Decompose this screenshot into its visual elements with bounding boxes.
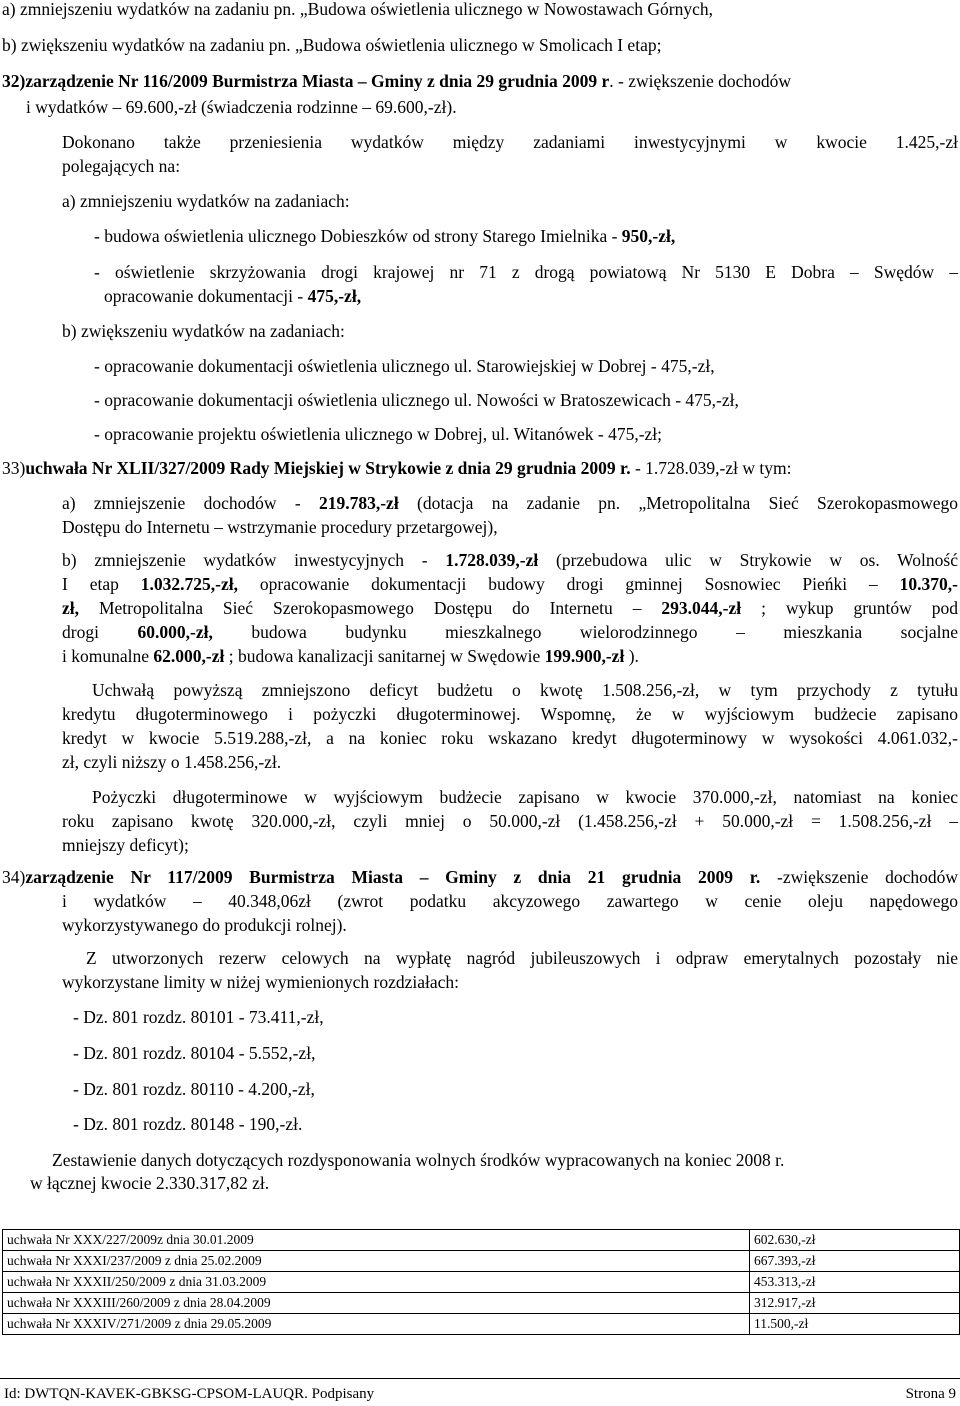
text-line: a) zmniejszeniu wydatków na zadaniu pn. „Budowa oświetlenia ulicznego w Nowostawach Górnych, <box>2 0 713 19</box>
list-item: - Dz. 801 rozdz. 80101 - 73.411,-zł, <box>73 1007 324 1027</box>
text-line <box>62 621 958 643</box>
text-span: ). <box>624 646 639 666</box>
text-span: opracowanie dokumentacji - <box>104 286 308 306</box>
text-span: (dotacja na zadanie pn. „Metropolitalna Sieć Szerokopasmowego <box>398 493 958 513</box>
section-number: 34) <box>2 867 26 887</box>
text-line: zł, czyli niższy o 1.458.256,-zł. <box>62 752 282 772</box>
table-cell-label: uchwała Nr XXX/227/2009z dnia 30.01.2009 <box>3 1230 750 1251</box>
section-34-title: zarządzenie Nr 117/2009 Burmistrza Miasta – Gminy z dnia 21 grudnia 2009 r. <box>25 867 761 887</box>
table-cell-amount: 11.500,-zł <box>750 1314 960 1335</box>
text-line: Uchwałą powyższą zmniejszono deficyt budżetu o kwotę 1.508.256,-zł, w tym przychody z tytułu <box>92 680 958 700</box>
table-cell-amount: 453.313,-zł <box>750 1272 960 1293</box>
text-line: - opracowanie dokumentacji oświetlenia ulicznego ul. Starowiejskiej w Dobrej - 475,-zł, <box>94 356 715 376</box>
table-row <box>3 1251 960 1272</box>
table-cell-label: uchwała Nr XXXIV/271/2009 z dnia 29.05.2009 <box>3 1314 750 1335</box>
table-cell-amount: 602.630,-zł <box>750 1230 960 1251</box>
table-row <box>3 1293 960 1314</box>
text-span: budowa budynku mieszkalnego wielorodzinnego – mieszkania socjalne <box>212 622 958 642</box>
amount-bold: 950,-zł, <box>621 226 676 246</box>
text-line: mniejszy deficyt); <box>62 835 189 855</box>
section-number: 33) <box>2 458 26 478</box>
text-line: b) zwiększeniu wydatków na zadaniach: <box>62 321 345 341</box>
section-34-heading <box>2 866 958 888</box>
text-line: i wydatków – 69.600,-zł (świadczenia rodzinne – 69.600,-zł). <box>26 97 457 117</box>
text-span: b) zmniejszenie wydatków inwestycyjnych - <box>62 550 446 570</box>
text-line <box>62 549 958 571</box>
text-span: drogi <box>62 622 138 642</box>
text-span: a) zmniejszenie dochodów - <box>62 493 319 513</box>
list-item: - Dz. 801 rozdz. 80104 - 5.552,-zł, <box>73 1043 316 1063</box>
text-span: - 1.728.039,-zł w tym: <box>630 458 792 478</box>
text-line: kredyt w kwocie 5.519.288,-zł, a na koniec roku wskazano kredyt długoterminowy w wysokości 4.061.032,- <box>62 728 958 748</box>
table-cell-amount: 312.917,-zł <box>750 1293 960 1314</box>
text-line: - opracowanie dokumentacji oświetlenia ulicznego ul. Nowości w Bratoszewicach - 475,-zł, <box>94 390 739 410</box>
amount-bold: zł, <box>62 598 80 618</box>
section-33-heading <box>2 457 791 479</box>
table-row <box>3 1272 960 1293</box>
text-line: - opracowanie projektu oświetlenia ulicznego w Dobrej, ul. Witanówek - 475,-zł; <box>94 424 663 444</box>
text-line <box>104 285 361 307</box>
text-span: I etap <box>62 574 141 594</box>
table-row <box>3 1314 960 1335</box>
table-row <box>3 1230 960 1251</box>
text-line <box>62 645 639 667</box>
page-number: Strona 9 <box>905 1386 956 1402</box>
section-32-heading <box>2 70 791 92</box>
amount-bold: 199.900,-zł <box>544 646 625 666</box>
text-span: -zwiększenie dochodów <box>760 867 958 887</box>
amount-bold: 62.000,-zł <box>153 646 225 666</box>
text-line: Pożyczki długoterminowe w wyjściowym budżecie zapisano w kwocie 370.000,-zł, natomiast na koniec <box>92 787 958 807</box>
resolutions-table <box>2 1229 960 1335</box>
text-line <box>62 492 958 514</box>
amount-bold: 1.728.039,-zł <box>445 550 539 570</box>
table-cell-label: uchwała Nr XXXII/250/2009 z dnia 31.03.2009 <box>3 1272 750 1293</box>
table-cell-amount: 667.393,-zł <box>750 1251 960 1272</box>
text-line <box>62 597 958 619</box>
text-line: Dostępu do Internetu – wstrzymanie procedury przetargowej), <box>62 517 498 537</box>
text-line: wykorzystywanego do produkcji rolnej). <box>62 915 347 935</box>
text-line: w łącznej kwocie 2.330.317,82 zł. <box>30 1173 270 1193</box>
list-item: - Dz. 801 rozdz. 80148 - 190,-zł. <box>73 1114 303 1134</box>
text-line: - oświetlenie skrzyżowania drogi krajowej nr 71 z drogą powiatową Nr 5130 E Dobra – Swędów – <box>94 262 958 282</box>
section-33-title: uchwała Nr XLII/327/2009 Rady Miejskiej w Strykowie z dnia 29 grudnia 2009 r. <box>25 458 631 478</box>
amount-bold: 475,-zł, <box>307 286 362 306</box>
text-line <box>94 225 675 247</box>
text-line: a) zmniejszeniu wydatków na zadaniach: <box>62 191 350 211</box>
text-line: Dokonano także przeniesienia wydatków między zadaniami inwestycyjnymi w kwocie 1.425,-zł <box>62 132 958 152</box>
text-line: roku zapisano kwotę 320.000,-zł, czyli mniej o 50.000,-zł (1.458.256,-zł + 50.000,-zł = 1.508.256,-zł – <box>62 811 958 831</box>
text-span: - budowa oświetlenia ulicznego Dobieszków od strony Starego Imielnika - <box>94 226 622 246</box>
list-item: - Dz. 801 rozdz. 80110 - 4.200,-zł, <box>73 1079 315 1099</box>
table-cell-label: uchwała Nr XXXIII/260/2009 z dnia 28.04.2009 <box>3 1293 750 1314</box>
text-line <box>62 573 958 595</box>
amount-bold: 60.000,-zł, <box>137 622 213 642</box>
text-span: ; budowa kanalizacji sanitarnej w Swędowie <box>224 646 545 666</box>
text-line: Z utworzonych rezerw celowych na wypłatę nagród jubileuszowych i odpraw emerytalnych pozostały nie <box>86 948 958 968</box>
text-line: b) zwiększeniu wydatków na zadaniu pn. „Budowa oświetlenia ulicznego w Smolicach I etap; <box>2 35 662 55</box>
amount-bold: 219.783,-zł <box>318 493 399 513</box>
amount-bold: 1.032.725,-zł, <box>140 574 238 594</box>
text-line: Zestawienie danych dotyczących rozdysponowania wolnych środków wypracowanych na koniec 2008 r. <box>52 1150 785 1170</box>
text-span: Metropolitalna Sieć Szerokopasmowego Dostępu do Internetu – <box>79 598 662 618</box>
text-line: kredytu długoterminowego i pożyczki długoterminowej. Wspomnę, że w wyjściowym budżecie zapisano <box>62 704 958 724</box>
amount-bold: 10.370,- <box>899 574 958 594</box>
footer-id: Id: DWTQN-KAVEK-GBKSG-CPSOM-LAUQR. Podpisany <box>4 1386 375 1402</box>
text-span: (przebudowa ulic w Strykowie w os. Wolność <box>538 550 958 570</box>
text-line: wykorzystane limity w niżej wymienionych rozdziałach: <box>62 972 460 992</box>
text-span: i komunalne <box>62 646 154 666</box>
text-span: opracowanie dokumentacji budowy drogi gminnej Sosnowiec Pieńki – <box>237 574 900 594</box>
text-span: ; wykup gruntów pod <box>741 598 959 618</box>
text-span: . - zwiększenie dochodów <box>609 71 792 91</box>
text-line: i wydatków – 40.348,06zł (zwrot podatku akcyzowego zawartego w cenie oleju napędowego <box>62 891 958 911</box>
section-32-title: 32)zarządzenie Nr 116/2009 Burmistrza Miasta – Gminy z dnia 29 grudnia 2009 r <box>2 71 610 91</box>
footer-divider <box>0 1378 960 1379</box>
amount-bold: 293.044,-zł <box>661 598 742 618</box>
text-line: polegających na: <box>62 156 181 176</box>
table-cell-label: uchwała Nr XXXI/237/2009 z dnia 25.02.2009 <box>3 1251 750 1272</box>
